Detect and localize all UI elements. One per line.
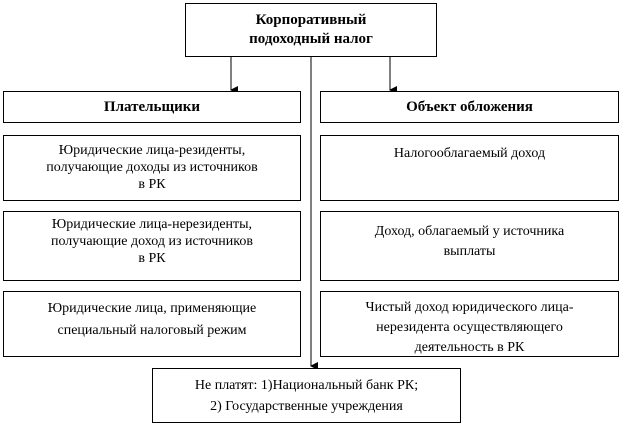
title-line-2: подоходный налог <box>249 31 373 47</box>
payers-item-1-line-3: в РК <box>138 177 166 192</box>
object-item-2-line-1: Доход, облагаемый у источника <box>374 224 565 239</box>
object-item-3-line-1: Чистый доход юридического лица- <box>365 300 574 315</box>
payers-item-2-line-1: Юридические лица-нерезиденты, <box>51 217 253 232</box>
payers-item-1 <box>3 135 301 201</box>
payers-header <box>3 91 301 123</box>
object-item-1 <box>320 135 619 201</box>
payers-header-label: Плательщики <box>103 99 201 115</box>
title-line-1: Корпоративный <box>255 12 367 28</box>
payers-item-3-line-1: Юридические лица, применяющие <box>47 301 257 316</box>
footer-line-1: Не платят: 1)Национальный банк РК; <box>194 378 419 393</box>
object-item-3-line-2: нерезидента осуществляющего <box>376 320 563 335</box>
payers-item-1-line-1: Юридические лица-резиденты, <box>58 143 246 158</box>
payers-item-2 <box>3 211 301 281</box>
object-item-3 <box>320 291 619 357</box>
footer-box <box>152 368 461 423</box>
title-box <box>185 3 437 57</box>
payers-item-1-line-2: получающие доходы из источников <box>46 160 258 175</box>
footer-line-2: 2) Государственные учреждения <box>210 399 403 414</box>
payers-item-2-line-2: получающие доход из источников <box>51 234 253 249</box>
object-item-3-line-3: деятельность в РК <box>414 340 525 355</box>
object-item-2 <box>320 211 619 281</box>
object-item-2-line-2: выплаты <box>443 244 496 259</box>
object-item-1-line-1: Налогооблагаемый доход <box>393 146 546 161</box>
payers-item-3 <box>3 291 301 357</box>
payers-item-3-line-2: специальный налоговый режим <box>57 323 247 338</box>
object-header <box>320 91 619 123</box>
object-header-label: Объект обложения <box>406 99 533 115</box>
payers-item-2-line-3: в РК <box>138 251 166 266</box>
